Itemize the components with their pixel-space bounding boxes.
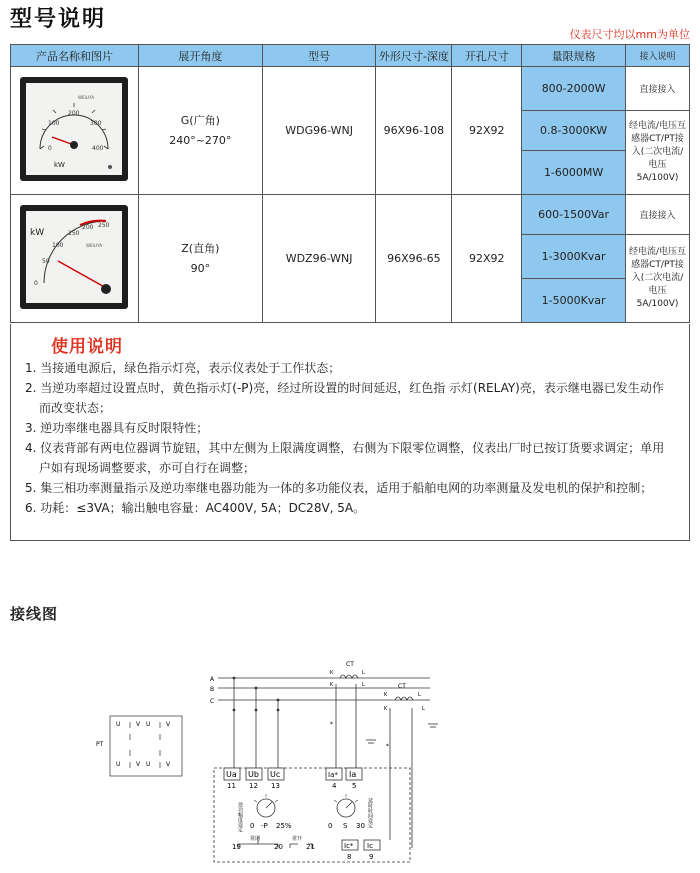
- terminal-num: 11: [227, 782, 236, 790]
- table-row: [11, 195, 690, 235]
- usage-item: 3. 逆功率继电器具有反时限特性；: [25, 421, 209, 435]
- line-label-c: C: [210, 698, 215, 705]
- svg-text:U: U: [116, 721, 121, 728]
- scale-label: 300: [90, 120, 102, 127]
- usage-item: 1. 当接通电源后，绿色指示灯亮，表示仪表处于工作状态；: [25, 361, 341, 375]
- range-cell: 1-3000Kvar: [522, 235, 626, 279]
- knob-right-label: 延时时间设定: [367, 798, 373, 828]
- relay-terminal-20: 20: [274, 843, 283, 851]
- line-label-a: A: [210, 676, 215, 683]
- scale-label: 400: [92, 145, 104, 152]
- svg-text:K: K: [330, 682, 334, 688]
- angle-name: Z(直角): [181, 241, 220, 255]
- brand-label: WEILIYA: [78, 95, 95, 100]
- range-cell: 0.8-3000KW: [522, 111, 626, 151]
- meter-image-cell: [11, 67, 139, 195]
- knob-left-label: 逆功幅度设定: [237, 802, 243, 832]
- scale-label: 200: [82, 224, 94, 231]
- knob-right-max: 30: [356, 822, 365, 830]
- knob-right-min: 0: [328, 822, 333, 830]
- wiring-diagram: [90, 650, 450, 865]
- terminal-ic-star: Ic*: [344, 842, 354, 850]
- cutout-cell: 92X92: [452, 67, 522, 195]
- usage-list: [25, 358, 675, 518]
- header-access: 接入说明: [626, 45, 690, 67]
- svg-text:U: U: [146, 721, 151, 728]
- terminal-ic: Ic: [367, 842, 373, 850]
- angle-name: G(广角): [180, 113, 220, 127]
- page-title: 型号说明: [10, 7, 107, 32]
- terminal-ua: Ua: [226, 770, 237, 779]
- terminal-num: 4: [332, 782, 337, 790]
- svg-text:L: L: [362, 682, 365, 688]
- header-angle: 展开角度: [138, 45, 262, 67]
- svg-text:*: *: [330, 721, 333, 728]
- size-cell: 96X96-65: [376, 195, 452, 323]
- model-cell: WDZ96-WNJ: [262, 195, 376, 323]
- svg-text:L: L: [418, 692, 421, 698]
- right-angle-meter-image: [18, 202, 130, 312]
- range-cell: 1-5000Kvar: [522, 279, 626, 323]
- model-cell: WDG96-WNJ: [262, 67, 376, 195]
- scale-label: 0: [34, 280, 39, 287]
- access-direct-cell: 直接接入: [626, 195, 690, 235]
- header-cutout: 开孔尺寸: [452, 45, 522, 67]
- terminal-num: 12: [249, 782, 258, 790]
- header-model: 型号: [262, 45, 376, 67]
- knob-right-mid: S: [343, 822, 348, 830]
- knob-left-max: 25%: [276, 822, 292, 830]
- usage-title: 使用说明: [51, 337, 123, 357]
- usage-item: 2. 当逆功率超过设置点时，黄色指示灯(-P)亮，经过所设置的时间延迟，红色指 示灯(RELAY)亮，表示继电器已发生动作而改变状态；: [25, 381, 664, 415]
- knob-left-min: 0: [250, 822, 255, 830]
- unit-label: kW: [54, 161, 66, 169]
- scale-label: 150: [68, 230, 80, 237]
- svg-text:U: U: [116, 761, 121, 768]
- svg-text:K: K: [384, 706, 388, 712]
- brand-label: WEILIYA: [86, 243, 103, 248]
- usage-item: 4. 仪表背部有两电位器调节旋钮，其中左侧为上限满度调整，右侧为下限零位调整，仪表出厂时已按订货要求调定；单用户如有现场调整要求，亦可自行在调整；: [25, 441, 665, 475]
- terminal-ia: Ia: [349, 770, 357, 779]
- unit-note: 仪表尺寸均以mm为单位: [569, 28, 690, 41]
- svg-text:K: K: [330, 670, 334, 676]
- angle-value: 90°: [190, 261, 211, 275]
- svg-text:U: U: [146, 761, 151, 768]
- pt-label: PT: [96, 741, 104, 748]
- ct-label: CT: [346, 661, 354, 668]
- svg-text:V: V: [166, 761, 171, 768]
- terminal-ub: Ub: [248, 770, 259, 779]
- relay-terminal-19: 19: [232, 843, 241, 851]
- terminal-ia-star: Ia*: [328, 771, 338, 779]
- svg-text:V: V: [166, 721, 171, 728]
- knob-left-mid: -P: [261, 822, 268, 830]
- usage-item: 6. 功耗：≤3VA；输出触电容量：AC400V, 5A；DC28V, 5A。: [25, 501, 366, 515]
- angle-value: 240°~270°: [169, 133, 232, 147]
- range-cell: 1-6000MW: [522, 151, 626, 195]
- scale-label: 0: [48, 145, 53, 152]
- relay-terminal-21: 21: [306, 843, 315, 851]
- range-cell: 600-1500Var: [522, 195, 626, 235]
- line-label-b: B: [210, 686, 215, 693]
- spec-table: [10, 44, 690, 323]
- terminal-num: 9: [369, 853, 374, 861]
- svg-text:K: K: [384, 692, 388, 698]
- svg-text:L: L: [362, 670, 365, 676]
- table-header-row: [11, 45, 690, 67]
- svg-text:L: L: [422, 706, 425, 712]
- relay-no-label: 常开: [292, 836, 303, 842]
- svg-text:V: V: [136, 761, 141, 768]
- scale-label: 50: [42, 258, 51, 265]
- ct-label: CT: [398, 683, 406, 690]
- access-ct-cell: 经电流/电压互感器CT/PT接入(二次电流/电压5A/100V): [626, 111, 690, 195]
- usage-item: 5. 集三相功率测量指示及逆功率继电器功能为一体的多功能仪表，适用于船舶电网的功率测量及发电机的保护和控制；: [25, 481, 653, 495]
- terminal-num: 13: [271, 782, 280, 790]
- table-row: [11, 67, 690, 111]
- header-size: 外形尺寸-深度: [376, 45, 452, 67]
- range-cell: 800-2000W: [522, 67, 626, 111]
- meter-image-cell: [11, 195, 139, 323]
- wide-angle-meter-image: [18, 74, 130, 184]
- header-range: 量限规格: [522, 45, 626, 67]
- access-ct-cell: 经电流/电压互感器CT/PT接入(二次电流/电压5A/100V): [626, 235, 690, 323]
- size-cell: 96X96-108: [376, 67, 452, 195]
- access-direct-cell: 直接接入: [626, 67, 690, 111]
- scale-label: 200: [68, 110, 80, 117]
- usage-section: [10, 324, 690, 541]
- wiring-title: 接线图: [10, 605, 59, 623]
- unit-label: kW: [30, 228, 45, 238]
- scale-label: 100: [52, 242, 64, 249]
- terminal-num: 8: [347, 853, 352, 861]
- cutout-cell: 92X92: [452, 195, 522, 323]
- svg-text:V: V: [136, 721, 141, 728]
- scale-label: 250: [98, 222, 110, 229]
- header-product: 产品名称和图片: [11, 45, 139, 67]
- terminal-num: 5: [352, 782, 357, 790]
- angle-cell: [138, 67, 262, 195]
- svg-text:*: *: [386, 743, 389, 750]
- relay-nc-label: 常闭: [250, 836, 261, 842]
- angle-cell: [138, 195, 262, 323]
- scale-label: 100: [48, 120, 60, 127]
- terminal-uc: Uc: [270, 770, 281, 779]
